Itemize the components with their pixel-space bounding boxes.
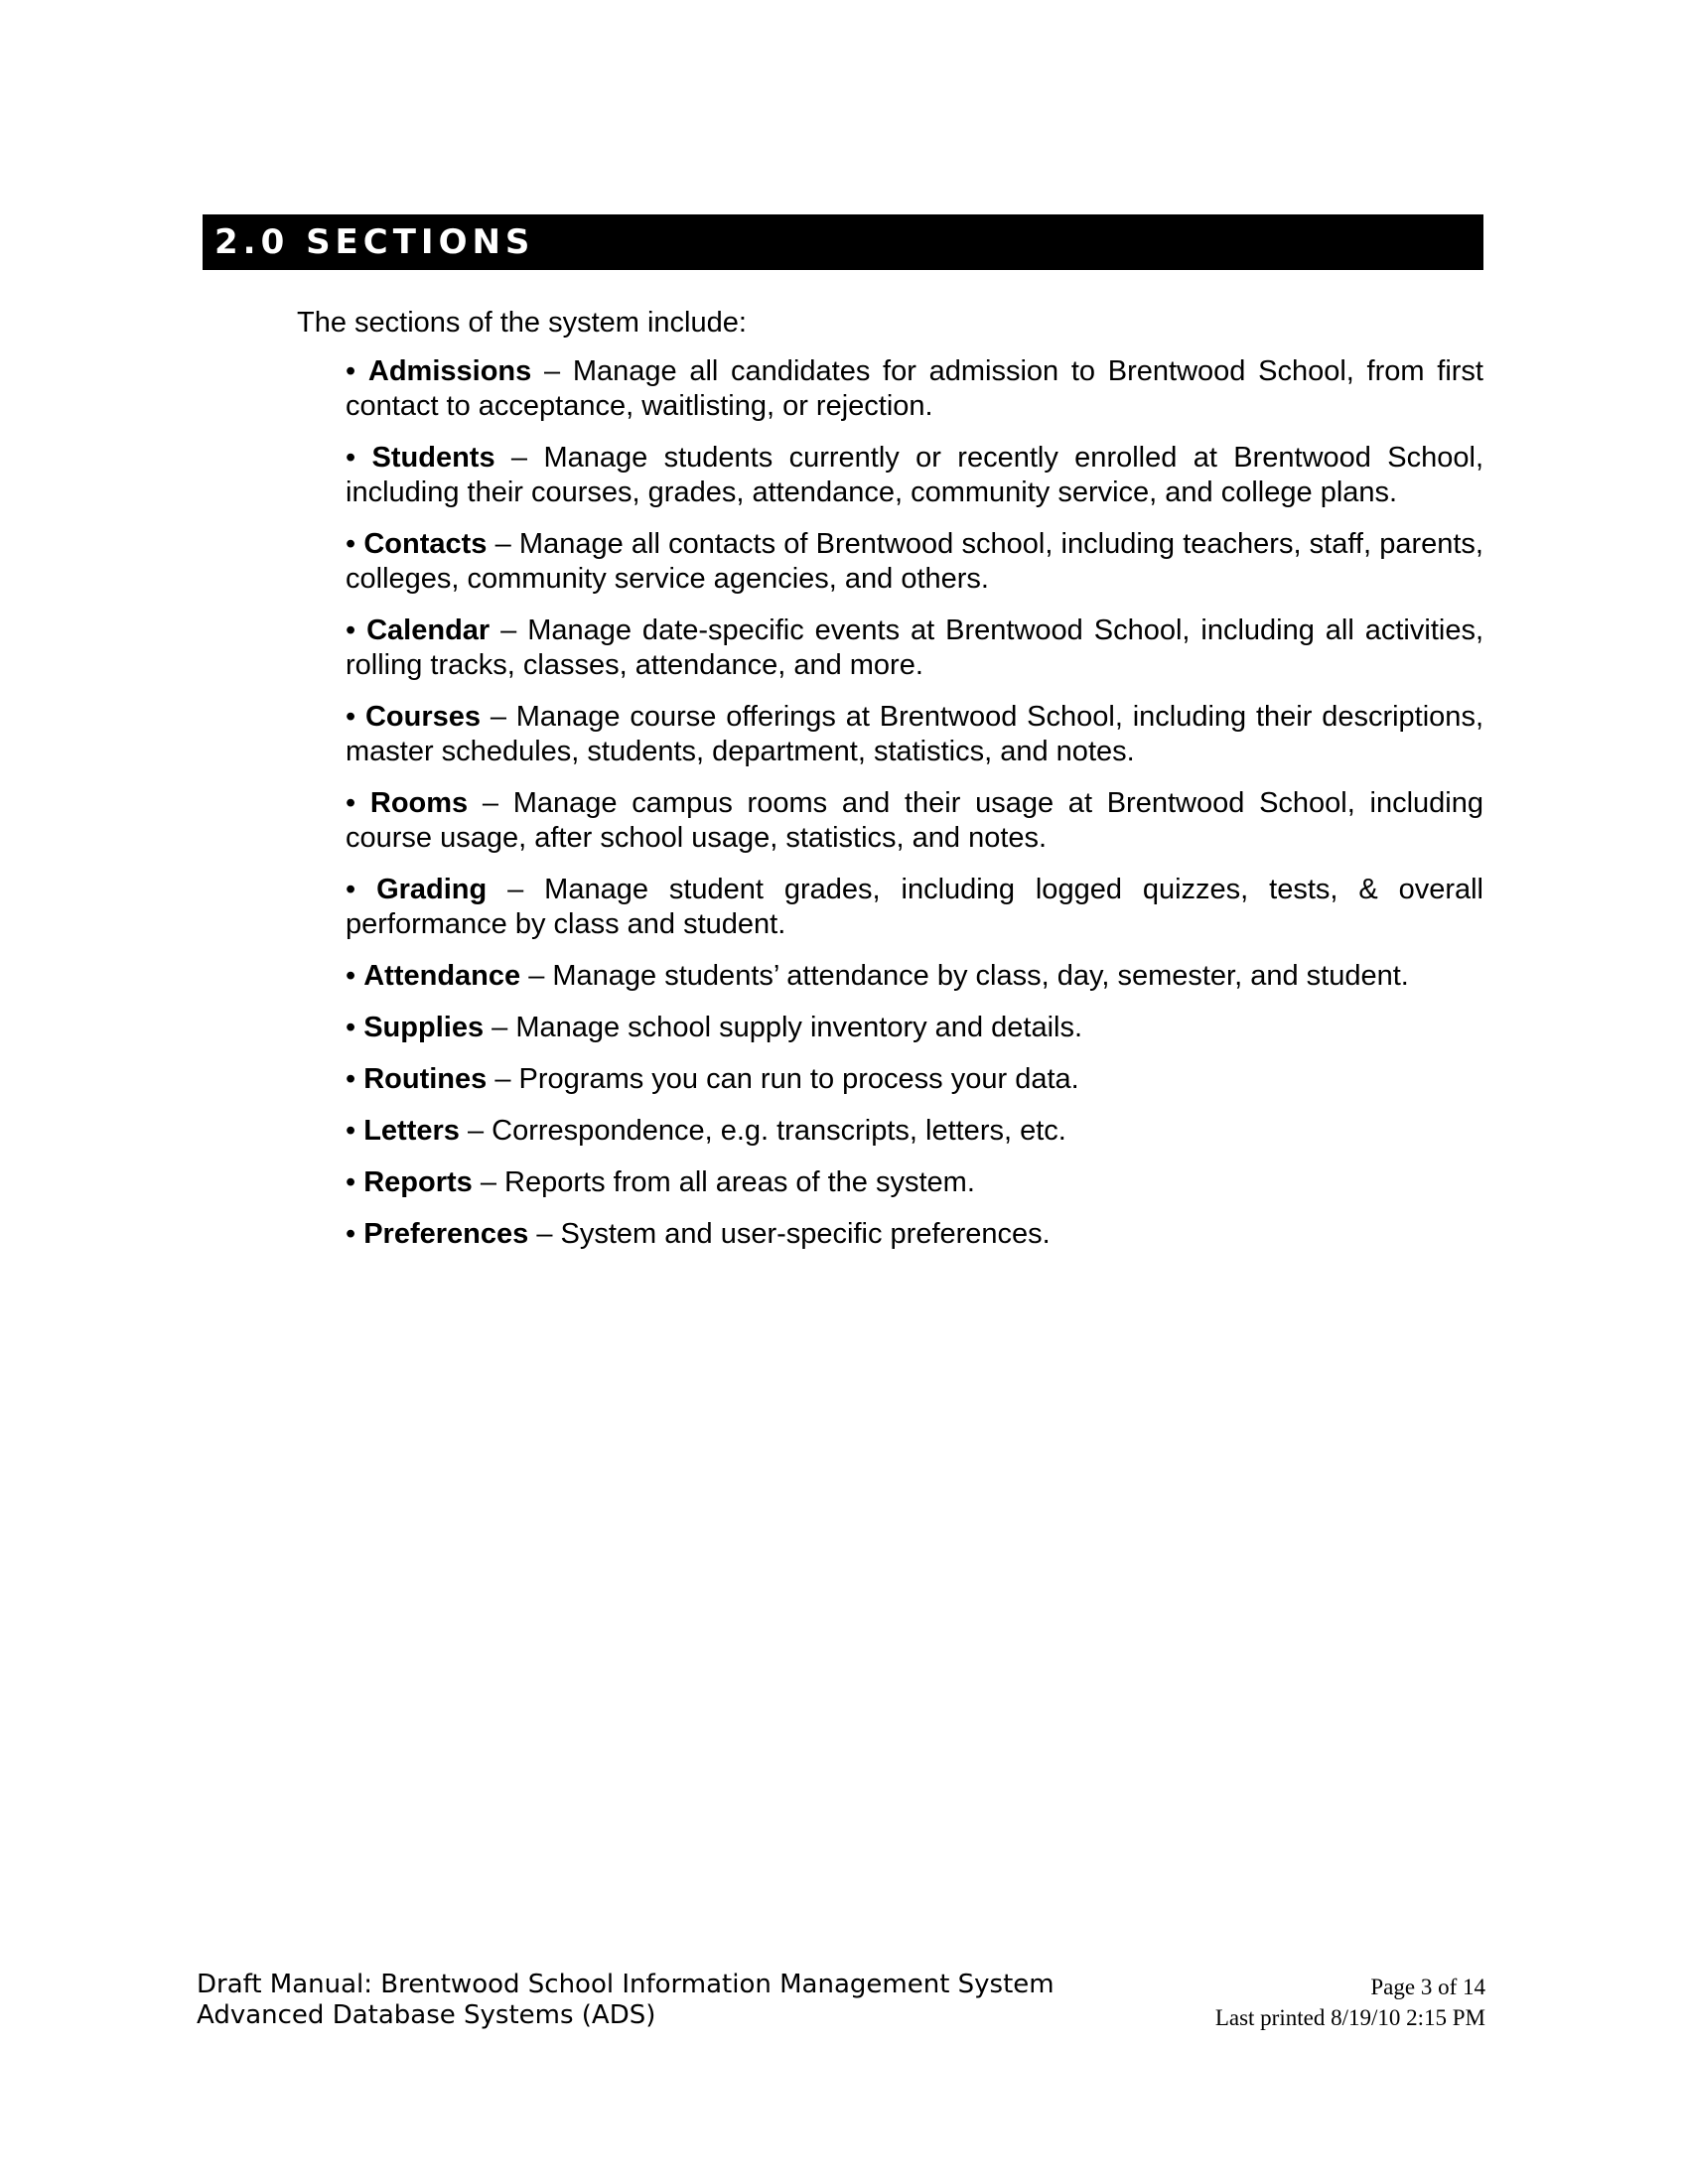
list-item [346, 441, 1483, 510]
item-description: Manage students currently or recently enrolled at Brentwood School, including their courses, grades, attendance, community service, and college plans. [346, 442, 1483, 508]
bullet: • [346, 960, 356, 992]
item-separator: – [520, 960, 553, 992]
last-printed-timestamp: Last printed 8/19/10 2:15 PM [1214, 2005, 1485, 2030]
item-separator: – [472, 1166, 505, 1198]
item-description: Manage student grades, including logged quizzes, tests, & overall performance by class and student. [346, 874, 1483, 940]
list-item [346, 959, 1483, 994]
list-item [346, 527, 1483, 597]
footer-manual-title: Draft Manual: Brentwood School Information Management System [197, 1970, 1055, 1999]
item-separator: – [528, 1218, 561, 1250]
list-item [346, 1114, 1483, 1149]
bullet: • [346, 701, 356, 733]
bullet: • [346, 528, 356, 560]
item-description: Programs you can run to process your data. [518, 1063, 1079, 1095]
item-description: Manage school supply inventory and details. [515, 1012, 1083, 1043]
list-item [346, 354, 1483, 424]
item-term: Students [371, 442, 495, 474]
bullet: • [346, 442, 356, 474]
item-separator: – [531, 355, 573, 387]
item-description: Manage date-specific events at Brentwood School, including all activities, rolling tracks, classes, attendance, and more. [346, 614, 1483, 681]
item-description: Correspondence, e.g. transcripts, letters, etc. [492, 1115, 1066, 1147]
footer-document-info [197, 1970, 1055, 2031]
sections-list [346, 354, 1483, 1269]
list-item [346, 1217, 1483, 1252]
item-description: Manage students’ attendance by class, day, semester, and student. [552, 960, 1409, 992]
list-item [346, 1062, 1483, 1097]
item-term: Preferences [363, 1218, 529, 1250]
item-description: System and user-specific preferences. [560, 1218, 1051, 1250]
list-item [346, 873, 1483, 942]
bullet: • [346, 1218, 356, 1250]
footer-page-info [1215, 1972, 1485, 2033]
page-footer [197, 1970, 1485, 2039]
item-term: Reports [363, 1166, 473, 1198]
list-item [346, 1165, 1483, 1200]
item-term: Admissions [367, 355, 532, 387]
item-term: Courses [364, 701, 482, 733]
item-description: Reports from all areas of the system. [504, 1166, 975, 1198]
bullet: • [346, 874, 356, 905]
intro-text: The sections of the system include: [297, 307, 747, 339]
item-description: Manage all candidates for admission to Brentwood School, from first contact to acceptance, waitlisting, or rejection. [346, 355, 1483, 422]
item-term: Routines [363, 1063, 488, 1095]
item-separator: – [487, 528, 519, 560]
item-term: Supplies [363, 1012, 485, 1043]
item-separator: – [468, 787, 513, 819]
item-separator: – [484, 1012, 516, 1043]
bullet: • [346, 787, 356, 819]
page-number: Page 3 of 14 [1370, 1975, 1485, 1999]
item-term: Letters [363, 1115, 460, 1147]
list-item [346, 786, 1483, 856]
item-description: Manage campus rooms and their usage at Brentwood School, including course usage, after school usage, statistics, and notes. [346, 787, 1483, 854]
item-separator: – [494, 442, 544, 474]
list-item [346, 700, 1483, 769]
bullet: • [346, 1012, 356, 1043]
bullet: • [346, 1063, 356, 1095]
item-separator: – [487, 874, 545, 905]
item-term: Calendar [366, 614, 491, 646]
item-separator: – [481, 701, 516, 733]
bullet: • [346, 1166, 356, 1198]
item-description: Manage course offerings at Brentwood School, including their descriptions, master schedules, students, department, statistics, and notes. [346, 701, 1483, 767]
bullet: • [346, 614, 356, 646]
list-item [346, 1011, 1483, 1045]
item-term: Grading [376, 874, 488, 905]
item-description: Manage all contacts of Brentwood school, including teachers, staff, parents, colleges, community service agencies, and others. [346, 528, 1483, 595]
bullet: • [346, 1115, 356, 1147]
item-separator: – [487, 1063, 519, 1095]
item-term: Contacts [363, 528, 488, 560]
section-header-bar [203, 214, 1483, 270]
item-term: Attendance [363, 960, 521, 992]
footer-company-name: Advanced Database Systems (ADS) [197, 2000, 656, 2030]
item-term: Rooms [369, 787, 469, 819]
item-separator: – [459, 1115, 492, 1147]
bullet: • [346, 355, 356, 387]
section-title: 2.0 SECTIONS [214, 222, 535, 262]
item-separator: – [490, 614, 528, 646]
list-item [346, 614, 1483, 683]
